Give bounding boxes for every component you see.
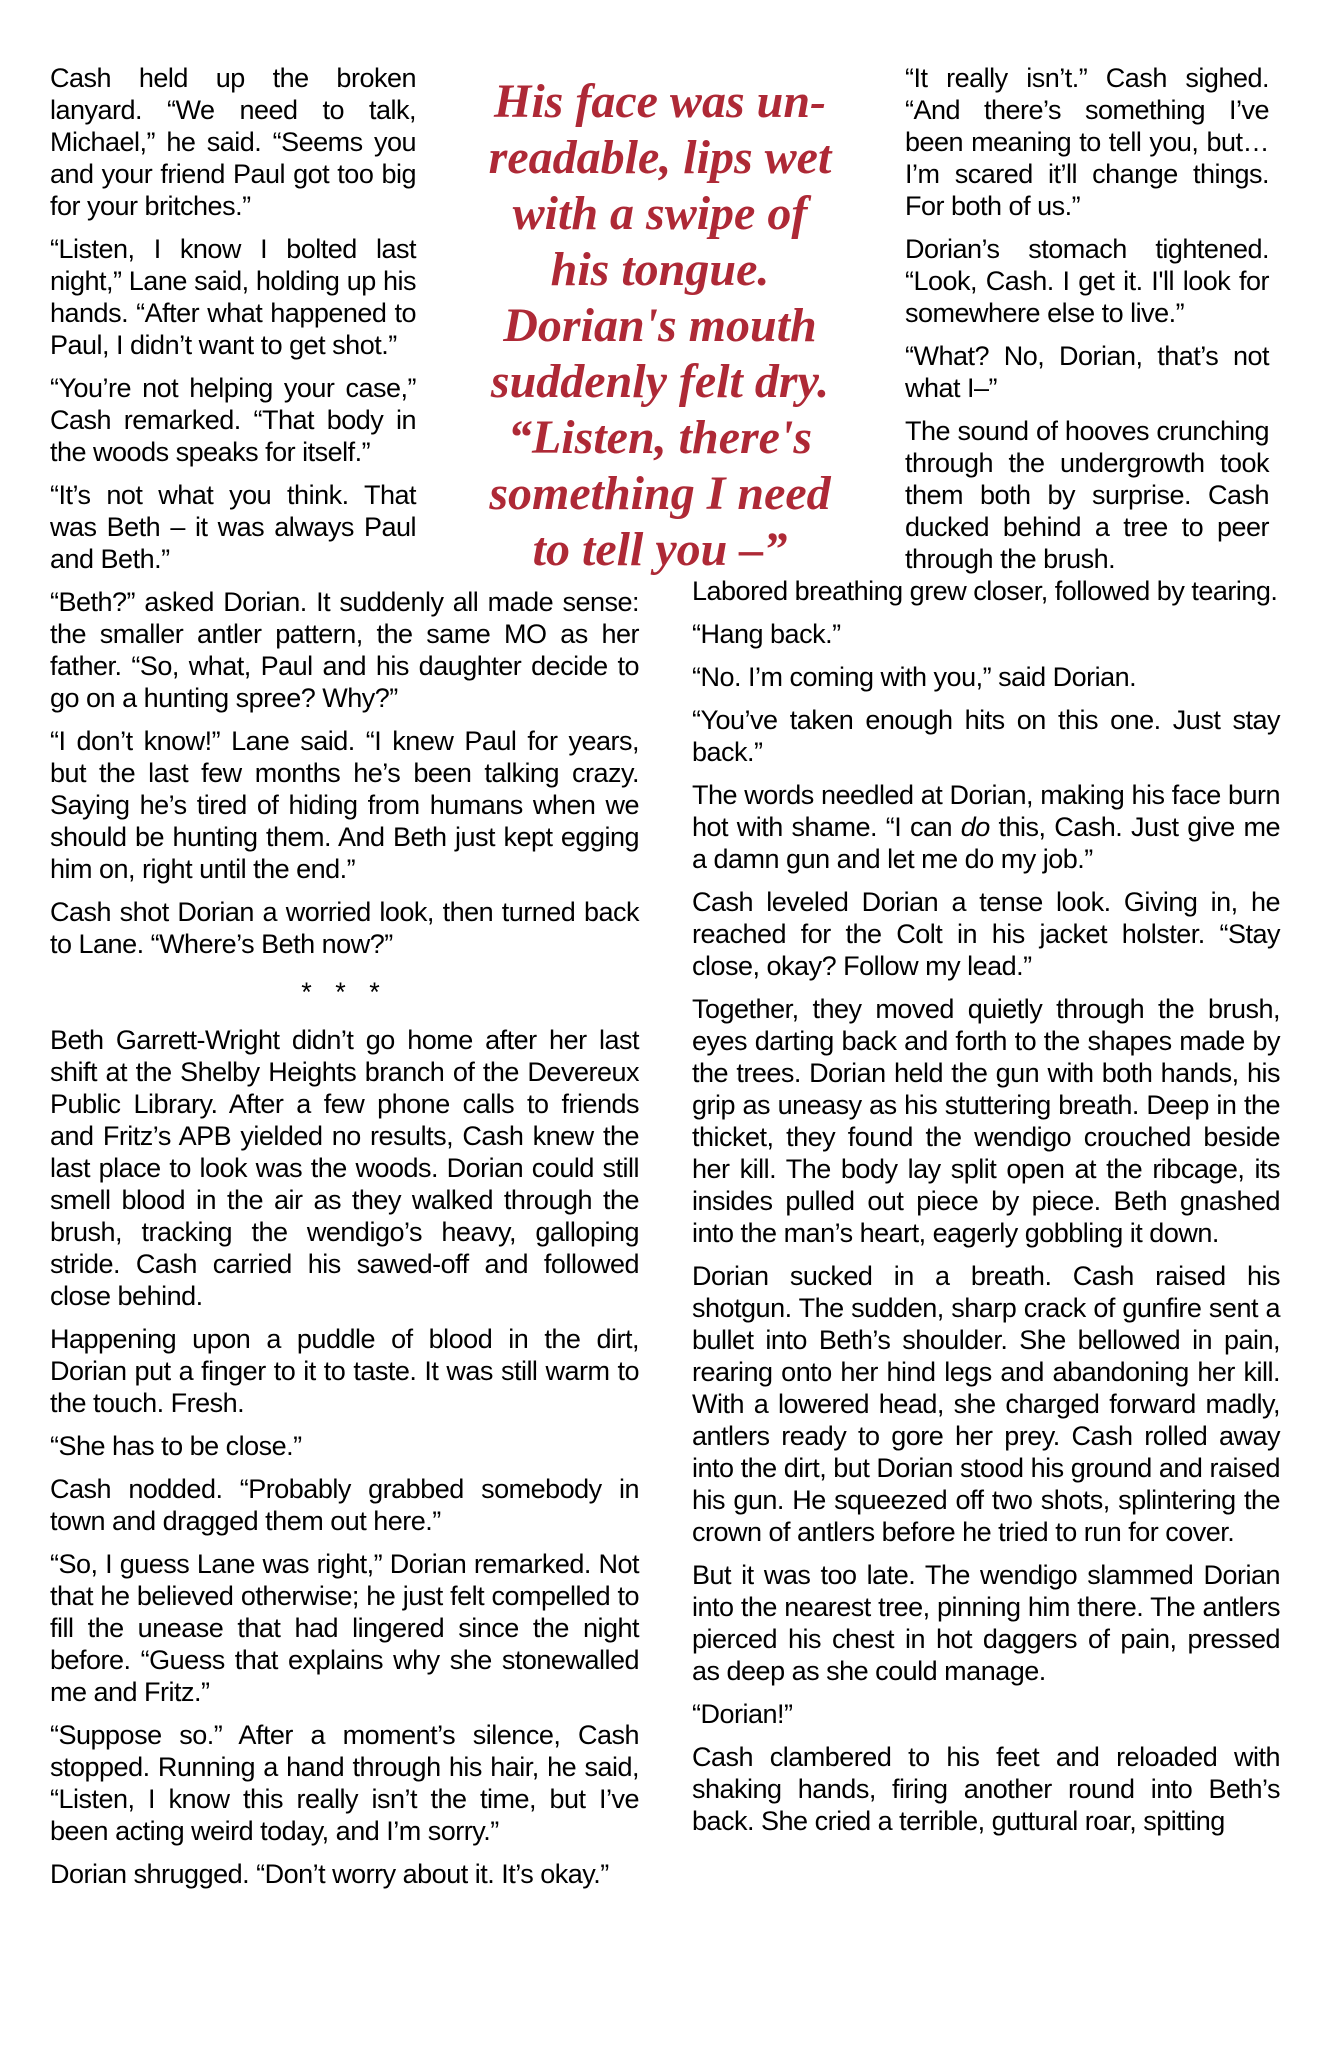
paragraph: “It really isn’t.” Cash sighed. “And there’s something I’ve been meaning to tell you, but… I’m scared it’ll change things. For both of us.” [905, 63, 1269, 221]
paragraph: Cash clambered to his feet and reloaded with shaking hands, firing another round into Beth’s back. She cried a terrible, guttural roar, spitting [692, 1742, 1280, 1836]
left-column-top [50, 62, 416, 575]
paragraph: “Dorian!” [692, 1699, 793, 1729]
paragraph: Dorian shrugged. “Don’t worry about it. It’s okay.” [50, 1859, 609, 1889]
right-column-bottom [692, 618, 1280, 1837]
paragraph: But it was too late. The wendigo slammed Dorian into the nearest tree, pinning him there. The antlers pierced his chest in hot daggers of pain, pressed as deep as she could manage. [692, 1560, 1280, 1686]
pull-quote-line: something I need [489, 467, 831, 520]
paragraph: Cash shot Dorian a worried look, then turned back to Lane. “Where’s Beth now?” [50, 897, 639, 959]
paragraph: “You’ve taken enough hits on this one. Just stay back.” [692, 705, 1280, 767]
pull-quote-line: Dorian's mouth [503, 299, 817, 352]
paragraph: “Hang back.” [692, 619, 841, 649]
pull-quote-line: “Listen, there's [507, 411, 812, 464]
paragraph: “It’s not what you think. That was Beth – it was always Paul and Beth.” [50, 480, 416, 574]
paragraph: “Beth?” asked Dorian. It suddenly all made sense: the smaller antler pattern, the same MO as her father. “So, what, Paul and his daughter decide to go on a hunting spree? Why?” [50, 587, 639, 713]
pull-quote-line: to tell you –” [532, 523, 788, 576]
pull-quote-line: suddenly felt dry. [490, 355, 830, 408]
right-column [692, 62, 1280, 1848]
paragraph: Together, they moved quietly through the brush, eyes darting back and forth to the shapes made by the trees. Dorian held the gun with both hands, his grip as uneasy as his stuttering breath. Deep in the thicket, they found the wendigo crouched beside her kill. The body lay split open at the ribcage, its insides pulled out piece by piece. Beth gnashed into the man’s heart, eagerly gobbling it down. [692, 994, 1280, 1248]
paragraph: Cash held up the broken lanyard. “We need to talk, Michael,” he said. “Seems you and your friend Paul got too big for your britches.” [50, 63, 416, 221]
left-column-bottom-upper [50, 586, 639, 960]
paragraph: Cash nodded. “Probably grabbed somebody in town and dragged them out here.” [50, 1474, 639, 1536]
paragraph: “No. I’m coming with you,” said Dorian. [692, 662, 1137, 692]
pull-quote-line: his tongue. [550, 243, 770, 296]
pull-quote-line: with a swipe of [512, 187, 808, 240]
paragraph: Dorian sucked in a breath. Cash raised his shotgun. The sudden, sharp crack of gunfire sent a bullet into Beth’s shoulder. She bellowed in pain, rearing onto her hind legs and abandoning her kill. With a lowered head, she charged forward madly, antlers ready to gore her prey. Cash rolled away into the dirt, but Dorian stood his ground and raised his gun. He squeezed off two shots, splintering the crown of antlers before he tried to run for cover. [692, 1261, 1280, 1547]
paragraph: “She has to be close.” [50, 1431, 302, 1461]
left-column-bottom-lower [50, 1024, 639, 1890]
paragraph: The sound of hooves crunching through the undergrowth took them both by surprise. Cash ducked behind a tree to peer through the brush. [905, 416, 1269, 574]
right-column-continuation [692, 575, 1280, 607]
paragraph: Labored breathing grew closer, followed by tearing. [692, 576, 1278, 606]
paragraph: “I don’t know!” Lane said. “I knew Paul for years, but the last few months he’s been talking crazy. Saying he’s tired of hiding from humans when we should be hunting them. And Beth just kept egging him on, right until the end.” [50, 726, 639, 884]
paragraph: Cash leveled Dorian a tense look. Giving in, he reached for the Colt in his jacket holster. “Stay close, okay? Follow my lead.” [692, 887, 1280, 981]
pull-quote-line: His face was un- [493, 75, 826, 128]
paragraph: “Listen, I know I bolted last night,” Lane said, holding up his hands. “After what happened to Paul, I didn’t want to get shot.” [50, 234, 416, 360]
paragraph: “Suppose so.” After a moment’s silence, Cash stopped. Running a hand through his hair, he said, “Listen, I know this really isn’t the time, but I’ve been acting weird today, and I’m sorry.” [50, 1720, 639, 1846]
right-column-top [905, 62, 1269, 575]
paragraph: “You’re not helping your case,” Cash remarked. “That body in the woods speaks for itself.” [50, 373, 416, 467]
scene-break-separator: * * * [301, 977, 388, 1007]
paragraph: Happening upon a puddle of blood in the dirt, Dorian put a finger to it to taste. It was still warm to the touch. Fresh. [50, 1324, 639, 1418]
paragraph: “What? No, Dorian, that’s not what I–” [905, 341, 1269, 403]
paragraph: Dorian’s stomach tightened. “Look, Cash. I get it. I'll look for somewhere else to live.” [905, 234, 1269, 328]
pull-quote-line: readable, lips wet [488, 131, 832, 184]
paragraph: Beth Garrett-Wright didn’t go home after her last shift at the Shelby Heights branch of the Devereux Public Library. After a few phone calls to friends and Fritz’s APB yielded no results, Cash knew the last place to look was the woods. Dorian could still smell blood in the air as they walked through the brush, tracking the wendigo’s heavy, galloping stride. Cash carried his sawed-off and followed close behind. [50, 1025, 639, 1311]
paragraph: The words needled at Dorian, making his face burn hot with shame. “I can do this, Cash. Just give me a damn gun and let me do my job.” [692, 780, 1280, 874]
paragraph: “So, I guess Lane was right,” Dorian remarked. Not that he believed otherwise; he just felt compelled to fill the unease that had lingered since the night before. “Guess that explains why she stonewalled me and Fritz.” [50, 1549, 639, 1707]
